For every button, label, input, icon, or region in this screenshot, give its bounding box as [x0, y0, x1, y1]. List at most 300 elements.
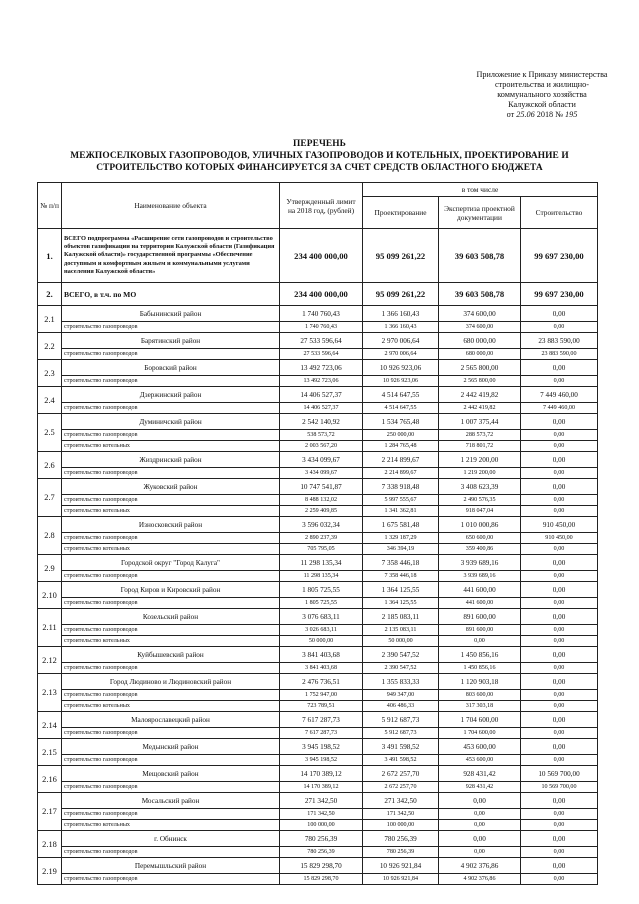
construction-value: 0,00	[521, 701, 598, 712]
limit-value: 3 945 198,52	[280, 739, 363, 755]
expertise-value: 288 573,72	[439, 430, 521, 441]
construction-value: 0,00	[521, 544, 598, 555]
header-name: Наименование объекта	[62, 183, 280, 229]
limit-value: 723 789,51	[280, 701, 363, 712]
table-row-boiler	[38, 820, 598, 831]
limit-value: 1 740 760,43	[280, 306, 363, 322]
limit-value: 1 805 725,55	[280, 598, 363, 609]
expertise-value: 3 939 689,16	[439, 571, 521, 582]
district-name: Город Киров и Кировский район	[62, 582, 280, 598]
table-row-boiler	[38, 701, 598, 712]
design-value: 5 997 555,67	[363, 495, 439, 506]
limit-value: 7 617 287,73	[280, 728, 363, 739]
design-value: 2 135 083,11	[363, 625, 439, 636]
expertise-value: 650 600,00	[439, 533, 521, 544]
limit-value: 14 406 527,37	[280, 403, 363, 414]
design-value: 250 000,00	[363, 430, 439, 441]
construction-value: 0,00	[521, 609, 598, 625]
expertise-value: 918 047,04	[439, 506, 521, 517]
row-number: 2.1	[38, 306, 62, 333]
limit-value: 27 533 596,64	[280, 349, 363, 360]
sub-row-label: строительство газопроводов	[62, 728, 280, 739]
appendix-line: Приложение к Приказу министерства	[476, 70, 608, 79]
construction-value: 23 883 590,00	[521, 333, 598, 349]
construction-value: 0,00	[521, 306, 598, 322]
table-row-district	[38, 739, 598, 755]
table-row-gas	[38, 690, 598, 701]
district-name: Медынский район	[62, 739, 280, 755]
limit-value: 2 476 736,51	[280, 674, 363, 690]
appendix-date-line	[452, 110, 632, 120]
sub-row-label: строительство газопроводов	[62, 403, 280, 414]
row-number: 2.13	[38, 674, 62, 712]
expertise-value: 3 939 689,16	[439, 555, 521, 571]
table-row-gas	[38, 533, 598, 544]
design-value: 95 099 261,22	[363, 283, 439, 306]
expertise-value: 39 603 508,78	[439, 229, 521, 283]
limit-value: 50 000,00	[280, 636, 363, 647]
limit-value: 234 400 000,00	[280, 229, 363, 283]
design-value: 10 926 921,84	[363, 858, 439, 874]
table-row-district	[38, 479, 598, 495]
construction-value: 0,00	[521, 598, 598, 609]
limit-value: 3 841 403,68	[280, 647, 363, 663]
construction-value: 23 883 590,00	[521, 349, 598, 360]
table-row-district	[38, 555, 598, 571]
construction-value: 0,00	[521, 376, 598, 387]
design-value: 7 358 446,18	[363, 571, 439, 582]
expertise-value: 680 000,00	[439, 349, 521, 360]
expertise-value: 680 000,00	[439, 333, 521, 349]
table-row-gas	[38, 782, 598, 793]
design-value: 1 366 160,43	[363, 306, 439, 322]
expertise-value: 453 600,00	[439, 739, 521, 755]
sub-row-label: строительство котельных	[62, 441, 280, 452]
construction-value: 0,00	[521, 414, 598, 430]
construction-value: 0,00	[521, 452, 598, 468]
limit-value: 1 805 725,55	[280, 582, 363, 598]
design-value: 4 514 647,55	[363, 387, 439, 403]
appendix-line: Калужской области	[508, 100, 576, 109]
expertise-value: 803 600,00	[439, 690, 521, 701]
district-name: Город Людиново и Людиновский район	[62, 674, 280, 690]
table-row-district	[38, 360, 598, 376]
limit-value: 2 259 409,85	[280, 506, 363, 517]
table-row-gas	[38, 847, 598, 858]
expertise-value: 718 801,72	[439, 441, 521, 452]
design-value: 1 341 362,81	[363, 506, 439, 517]
expertise-value: 374 600,00	[439, 322, 521, 333]
construction-value: 0,00	[521, 479, 598, 495]
design-value: 780 256,39	[363, 847, 439, 858]
expertise-value: 441 600,00	[439, 598, 521, 609]
table-row-gas	[38, 598, 598, 609]
header-incl: в том числе	[363, 183, 598, 197]
limit-value: 13 492 723,06	[280, 360, 363, 376]
row-number: 2.9	[38, 555, 62, 582]
limit-value: 780 256,39	[280, 847, 363, 858]
expertise-value: 3 408 623,39	[439, 479, 521, 495]
limit-value: 780 256,39	[280, 831, 363, 847]
limit-value: 15 829 298,70	[280, 858, 363, 874]
table-row-district	[38, 517, 598, 533]
construction-value: 0,00	[521, 322, 598, 333]
design-value: 5 912 687,73	[363, 712, 439, 728]
expertise-value: 0,00	[439, 636, 521, 647]
limit-value: 2 003 567,20	[280, 441, 363, 452]
sub-row-label: строительство газопроводов	[62, 755, 280, 766]
district-name: Мещовский район	[62, 766, 280, 782]
expertise-value: 2 565 800,00	[439, 360, 521, 376]
total-mo-label: ВСЕГО, в т.ч. по МО	[62, 283, 280, 306]
design-value: 3 491 598,52	[363, 755, 439, 766]
sub-row-label: строительство газопроводов	[62, 874, 280, 885]
construction-value: 99 697 230,00	[521, 283, 598, 306]
district-name: Думиничский район	[62, 414, 280, 430]
expertise-value: 1 219 200,00	[439, 468, 521, 479]
row-number: 2.15	[38, 739, 62, 766]
design-value: 7 358 446,18	[363, 555, 439, 571]
construction-value: 10 569 700,00	[521, 766, 598, 782]
sub-row-label: строительство газопроводов	[62, 349, 280, 360]
limit-value: 100 000,00	[280, 820, 363, 831]
construction-value: 0,00	[521, 495, 598, 506]
expertise-value: 2 442 419,82	[439, 387, 521, 403]
design-value: 7 338 918,48	[363, 479, 439, 495]
district-name: Барятинский район	[62, 333, 280, 349]
table-row-gas	[38, 403, 598, 414]
expertise-value: 0,00	[439, 847, 521, 858]
expertise-value: 891 600,00	[439, 625, 521, 636]
limit-value: 2 890 237,39	[280, 533, 363, 544]
design-value: 346 394,19	[363, 544, 439, 555]
row-number: 2.14	[38, 712, 62, 739]
table-row-gas	[38, 495, 598, 506]
construction-value: 0,00	[521, 674, 598, 690]
table-row-gas	[38, 625, 598, 636]
table-row-district	[38, 306, 598, 322]
sub-row-label: строительство котельных	[62, 701, 280, 712]
document-title	[0, 138, 639, 174]
construction-value: 0,00	[521, 690, 598, 701]
expertise-value: 928 431,42	[439, 782, 521, 793]
order-number: 195	[565, 110, 578, 119]
design-value: 2 214 899,67	[363, 468, 439, 479]
district-name: Мосальский район	[62, 793, 280, 809]
sub-row-label: строительство котельных	[62, 506, 280, 517]
design-value: 2 390 547,52	[363, 647, 439, 663]
expertise-value: 2 565 800,00	[439, 376, 521, 387]
expertise-value: 4 902 376,86	[439, 874, 521, 885]
limit-value: 3 945 198,52	[280, 755, 363, 766]
construction-value: 0,00	[521, 360, 598, 376]
design-value: 10 926 923,06	[363, 376, 439, 387]
construction-value: 0,00	[521, 625, 598, 636]
title-line: СТРОИТЕЛЬСТВО КОТОРЫХ ФИНАНСИРУЕТСЯ ЗА СЧЕТ СРЕДСТВ ОБЛАСТНОГО БЮДЖЕТА	[96, 163, 543, 173]
design-value: 2 214 899,67	[363, 452, 439, 468]
expertise-value: 0,00	[439, 793, 521, 809]
district-name: Козельский район	[62, 609, 280, 625]
limit-value: 171 342,50	[280, 809, 363, 820]
table-row-district	[38, 793, 598, 809]
construction-value: 0,00	[521, 663, 598, 674]
construction-value: 0,00	[521, 441, 598, 452]
construction-value: 0,00	[521, 831, 598, 847]
district-name: Бабынинский район	[62, 306, 280, 322]
row-number: 2.7	[38, 479, 62, 517]
construction-value: 0,00	[521, 739, 598, 755]
design-value: 1 355 833,33	[363, 674, 439, 690]
table-row-gas	[38, 755, 598, 766]
table-row-gas	[38, 663, 598, 674]
order-date: 25.06	[516, 110, 535, 119]
construction-value: 7 449 460,00	[521, 403, 598, 414]
sub-row-label: строительство котельных	[62, 636, 280, 647]
construction-value: 0,00	[521, 874, 598, 885]
table-row-district	[38, 647, 598, 663]
sub-row-label: строительство газопроводов	[62, 782, 280, 793]
row-number: 2.18	[38, 831, 62, 858]
limit-value: 14 170 389,12	[280, 782, 363, 793]
limit-value: 705 795,05	[280, 544, 363, 555]
design-value: 1 364 125,55	[363, 598, 439, 609]
limit-value: 3 841 403,68	[280, 663, 363, 674]
district-name: Городской округ "Город Калуга"	[62, 555, 280, 571]
design-value: 1 366 160,43	[363, 322, 439, 333]
table-row-boiler	[38, 636, 598, 647]
design-value: 1 675 581,48	[363, 517, 439, 533]
district-name: Жиздринский район	[62, 452, 280, 468]
design-value: 1 284 765,48	[363, 441, 439, 452]
construction-value: 0,00	[521, 728, 598, 739]
table-row-district	[38, 333, 598, 349]
limit-value: 27 533 596,64	[280, 333, 363, 349]
row-number: 1.	[38, 229, 62, 283]
construction-value: 0,00	[521, 793, 598, 809]
row-number: 2.3	[38, 360, 62, 387]
expertise-value: 0,00	[439, 820, 521, 831]
row-number: 2.10	[38, 582, 62, 609]
expertise-value: 317 303,18	[439, 701, 521, 712]
limit-value: 8 488 132,02	[280, 495, 363, 506]
header-limit: Утвержденный лимит на 2018 год, (рублей)	[280, 183, 363, 229]
table-row-district	[38, 674, 598, 690]
design-value: 1 329 187,29	[363, 533, 439, 544]
design-value: 3 491 598,52	[363, 739, 439, 755]
construction-value: 0,00	[521, 636, 598, 647]
construction-value: 0,00	[521, 820, 598, 831]
design-value: 1 364 125,55	[363, 582, 439, 598]
sub-row-label: строительство газопроводов	[62, 430, 280, 441]
header-num: № п/п	[38, 183, 62, 229]
district-name: Дзержинский район	[62, 387, 280, 403]
expertise-value: 1 704 600,00	[439, 728, 521, 739]
table-row-district	[38, 766, 598, 782]
construction-value: 0,00	[521, 647, 598, 663]
design-value: 2 970 006,64	[363, 349, 439, 360]
table-row-gas	[38, 468, 598, 479]
expertise-value: 1 450 856,16	[439, 647, 521, 663]
row-number: 2.2	[38, 333, 62, 360]
limit-value: 538 573,72	[280, 430, 363, 441]
sub-row-label: строительство газопроводов	[62, 847, 280, 858]
sub-row-label: строительство газопроводов	[62, 663, 280, 674]
appendix-note	[452, 70, 632, 120]
construction-value: 0,00	[521, 468, 598, 479]
design-value: 5 912 687,73	[363, 728, 439, 739]
expertise-value: 1 450 856,16	[439, 663, 521, 674]
sub-row-label: строительство газопроводов	[62, 322, 280, 333]
sub-row-label: строительство газопроводов	[62, 625, 280, 636]
sub-row-label: строительство газопроводов	[62, 690, 280, 701]
district-name: Жуковский район	[62, 479, 280, 495]
construction-value: 0,00	[521, 582, 598, 598]
district-name: г. Обнинск	[62, 831, 280, 847]
design-value: 2 970 006,64	[363, 333, 439, 349]
construction-value: 0,00	[521, 858, 598, 874]
construction-value: 10 569 700,00	[521, 782, 598, 793]
title-line: ПЕРЕЧЕНЬ	[293, 139, 346, 149]
objects-table	[37, 182, 598, 885]
sub-row-label: строительство котельных	[62, 820, 280, 831]
row-number: 2.6	[38, 452, 62, 479]
table-row-total-program	[38, 229, 598, 283]
design-value: 780 256,39	[363, 831, 439, 847]
design-value: 4 514 647,55	[363, 403, 439, 414]
design-value: 406 486,33	[363, 701, 439, 712]
sub-row-label: строительство газопроводов	[62, 598, 280, 609]
limit-value: 11 298 135,34	[280, 571, 363, 582]
design-value: 50 000,00	[363, 636, 439, 647]
program-name: ВСЕГО подпрограмма «Расширение сети газопроводов и строительство объектов газификации на территории Калужской области (Газификация Калужской области)» государственной программы «Обеспечение доступным и комфортным жильем и коммунальными услугами населения Калужской области»	[62, 229, 280, 283]
table-row-total-mo	[38, 283, 598, 306]
table-row-gas	[38, 430, 598, 441]
row-number: 2.12	[38, 647, 62, 674]
sub-row-label: строительство газопроводов	[62, 571, 280, 582]
expertise-value: 1 120 903,18	[439, 674, 521, 690]
design-value: 2 390 547,52	[363, 663, 439, 674]
expertise-value: 928 431,42	[439, 766, 521, 782]
table-row-district	[38, 858, 598, 874]
table-row-district	[38, 582, 598, 598]
limit-value: 14 406 527,37	[280, 387, 363, 403]
design-value: 1 534 765,48	[363, 414, 439, 430]
construction-value: 0,00	[521, 555, 598, 571]
design-value: 10 926 923,06	[363, 360, 439, 376]
sub-row-label: строительство газопроводов	[62, 495, 280, 506]
date-mid: 2018 №	[536, 110, 563, 119]
district-name: Малоярославецкий район	[62, 712, 280, 728]
expertise-value: 1 007 375,44	[439, 414, 521, 430]
expertise-value: 374 600,00	[439, 306, 521, 322]
limit-value: 11 298 135,34	[280, 555, 363, 571]
construction-value: 0,00	[521, 506, 598, 517]
design-value: 271 342,50	[363, 793, 439, 809]
expertise-value: 1 704 600,00	[439, 712, 521, 728]
row-number: 2.	[38, 283, 62, 306]
limit-value: 3 434 099,67	[280, 468, 363, 479]
appendix-line: коммунального хозяйства	[497, 90, 587, 99]
design-value: 100 000,00	[363, 820, 439, 831]
expertise-value: 4 902 376,86	[439, 858, 521, 874]
table-row-gas	[38, 376, 598, 387]
table-row-gas	[38, 322, 598, 333]
district-name: Износковский район	[62, 517, 280, 533]
limit-value: 2 542 140,92	[280, 414, 363, 430]
expertise-value: 441 600,00	[439, 582, 521, 598]
limit-value: 7 617 287,73	[280, 712, 363, 728]
table-row-district	[38, 831, 598, 847]
date-prefix: от	[506, 110, 515, 119]
limit-value: 271 342,50	[280, 793, 363, 809]
limit-value: 3 076 683,11	[280, 609, 363, 625]
table-row-gas	[38, 874, 598, 885]
sub-row-label: строительство газопроводов	[62, 533, 280, 544]
construction-value: 0,00	[521, 809, 598, 820]
table-row-gas	[38, 728, 598, 739]
expertise-value: 453 600,00	[439, 755, 521, 766]
table-row-boiler	[38, 506, 598, 517]
table-row-gas	[38, 571, 598, 582]
design-value: 2 185 083,11	[363, 609, 439, 625]
expertise-value: 359 400,86	[439, 544, 521, 555]
row-number: 2.17	[38, 793, 62, 831]
header-construction: Строительство	[521, 197, 598, 229]
construction-value: 910 450,00	[521, 517, 598, 533]
header-expertise: Экспертиза проектной документации	[439, 197, 521, 229]
construction-value: 99 697 230,00	[521, 229, 598, 283]
district-name: Перемышльский район	[62, 858, 280, 874]
table-row-district	[38, 452, 598, 468]
table-row-district	[38, 414, 598, 430]
row-number: 2.8	[38, 517, 62, 555]
appendix-line: строительства и жилищно-	[494, 80, 589, 89]
row-number: 2.11	[38, 609, 62, 647]
design-value: 949 347,00	[363, 690, 439, 701]
row-number: 2.5	[38, 414, 62, 452]
table-row-boiler	[38, 441, 598, 452]
table-row-district	[38, 387, 598, 403]
limit-value: 10 747 541,87	[280, 479, 363, 495]
row-number: 2.16	[38, 766, 62, 793]
construction-value: 0,00	[521, 847, 598, 858]
limit-value: 234 400 000,00	[280, 283, 363, 306]
expertise-value: 2 442 419,82	[439, 403, 521, 414]
limit-value: 13 492 723,06	[280, 376, 363, 387]
construction-value: 0,00	[521, 430, 598, 441]
expertise-value: 891 600,00	[439, 609, 521, 625]
table-row-district	[38, 712, 598, 728]
construction-value: 910 450,00	[521, 533, 598, 544]
sub-row-label: строительство котельных	[62, 544, 280, 555]
design-value: 2 672 257,70	[363, 766, 439, 782]
table-row-boiler	[38, 544, 598, 555]
expertise-value: 0,00	[439, 809, 521, 820]
row-number: 2.4	[38, 387, 62, 414]
limit-value: 1 740 760,43	[280, 322, 363, 333]
sub-row-label: строительство газопроводов	[62, 468, 280, 479]
sub-row-label: строительство газопроводов	[62, 376, 280, 387]
expertise-value: 1 219 200,00	[439, 452, 521, 468]
limit-value: 3 596 032,34	[280, 517, 363, 533]
design-value: 2 672 257,70	[363, 782, 439, 793]
title-line: МЕЖПОСЕЛКОВЫХ ГАЗОПРОВОДОВ, УЛИЧНЫХ ГАЗОПРОВОДОВ И КОТЕЛЬНЫХ, ПРОЕКТИРОВАНИЕ И	[70, 151, 569, 161]
limit-value: 14 170 389,12	[280, 766, 363, 782]
table-row-district	[38, 609, 598, 625]
limit-value: 1 752 947,00	[280, 690, 363, 701]
design-value: 95 099 261,22	[363, 229, 439, 283]
limit-value: 15 829 298,70	[280, 874, 363, 885]
